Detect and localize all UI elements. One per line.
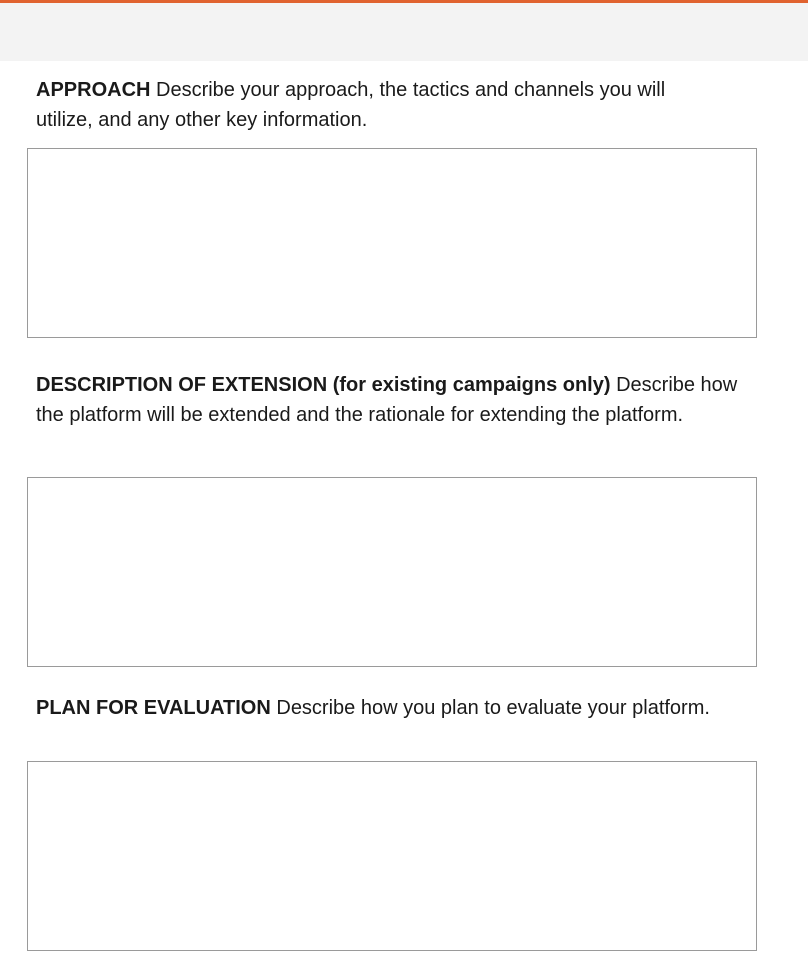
approach-prompt — [36, 75, 676, 135]
approach-heading: APPROACH — [36, 79, 151, 101]
evaluation-field[interactable] — [27, 761, 757, 951]
extension-prompt — [36, 370, 766, 430]
extension-heading: DESCRIPTION OF EXTENSION (for existing campaigns only) — [36, 374, 611, 396]
approach-description: Describe your approach, the tactics and channels you will utilize, and any other key information. — [36, 79, 666, 131]
evaluation-heading: PLAN FOR EVALUATION — [36, 697, 271, 719]
header-band — [0, 3, 808, 61]
extension-field[interactable] — [27, 477, 757, 667]
evaluation-description: Describe how you plan to evaluate your platform. — [270, 697, 710, 719]
evaluation-prompt — [36, 693, 736, 723]
extension-description: Describe how the platform will be extended and the rationale for extending the platform. — [36, 374, 738, 426]
approach-field[interactable] — [27, 148, 757, 338]
